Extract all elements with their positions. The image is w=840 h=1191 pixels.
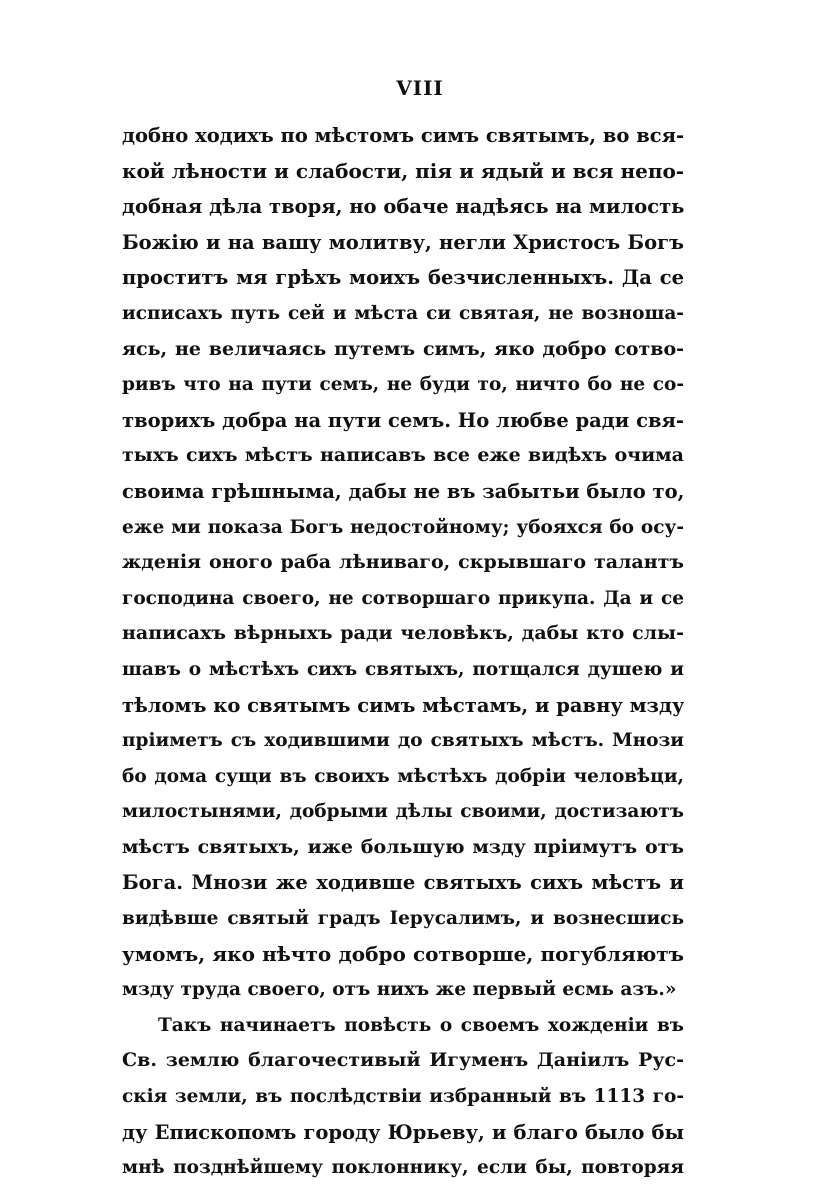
- text-line: творихъ добра на пути семъ. Но любве ради свя-: [122, 408, 684, 432]
- text-line: добно ходихъ по мѣстомъ симъ святымъ, во вся-: [122, 124, 684, 147]
- text-line: кой лѣности и слабости, пія и ядый и вся непо-: [122, 158, 684, 183]
- text-line: скія земли, въ послѣдствіи избранный въ 1113 го-: [122, 1086, 684, 1108]
- text-line: бо дома сущи въ своихъ мѣстѣхъ добріи человѣци,: [122, 765, 684, 787]
- text-line: шавъ о мѣстѣхъ сихъ святыхъ, потщался душею и: [122, 658, 684, 680]
- text-line: жденія оного раба лѣниваго, скрывшаго талантъ: [122, 551, 684, 574]
- text-line: добная дѣла творя, но обаче надѣясь на милость: [122, 195, 684, 219]
- text-line: тыхъ сихъ мѣстъ написавъ все еже видѣхъ очима: [122, 444, 684, 467]
- text-line: Св. землю благочестивый Игуменъ Даніилъ Рус-: [122, 1049, 684, 1072]
- text-line: милостынями, добрыми дѣлы своими, достизаютъ: [122, 801, 684, 823]
- text-line: господина своего, не сотворшаго прикупа. Да и се: [122, 587, 684, 609]
- paragraph: [122, 1008, 684, 1186]
- text-line: ясь, не величаясь путемъ симъ, яко добро сотво-: [122, 337, 684, 360]
- text-line: Такъ начинаетъ повѣсть о своемъ хожденіи въ: [158, 1014, 684, 1036]
- text-line: ду Епископомъ городу Юрьеву, и благо было бы: [122, 1120, 684, 1144]
- text-line: проститъ мя грѣхъ моихъ безчисленныхъ. Да се: [122, 266, 684, 290]
- body-text: [122, 118, 684, 1186]
- text-line: еже ми показа Богъ недостойному; убояхся бо осу-: [122, 516, 684, 538]
- text-line: пріиметъ съ ходившими до святыхъ мѣстъ. Мнози: [122, 730, 684, 752]
- text-line: мѣстъ святыхъ, иже большую мзду пріимутъ отъ: [122, 835, 684, 858]
- text-line: тѣломъ ко святымъ симъ мѣстамъ, и равну мзду: [122, 693, 684, 717]
- text-line: умомъ, яко нѣчто добро сотворше, погубляютъ: [122, 941, 684, 966]
- text-line: ривъ что на пути семъ, не буди то, ничто бо не со-: [122, 374, 684, 396]
- text-line: мзду труда своего, отъ нихъ же первый есмь азъ.»: [122, 979, 677, 1001]
- text-line: Бога. Мнози же ходивше святыхъ сихъ мѣстъ и: [122, 871, 684, 895]
- text-line: своима грѣшныма, дабы не въ забытьи было то,: [122, 479, 684, 503]
- page-number: VIII: [396, 76, 444, 100]
- text-line: мнѣ позднѣйшему поклоннику, если бы, повторяя: [122, 1157, 684, 1179]
- text-line: исписахъ путь сей и мѣста си святая, не возноша-: [122, 302, 684, 324]
- text-line: написахъ вѣрныхъ ради человѣкъ, дабы кто слы-: [122, 622, 684, 645]
- paragraph: [122, 118, 684, 1008]
- text-line: Божію и на вашу молитву, негли Христосъ Богъ: [122, 230, 684, 254]
- text-line: видѣвше святый градъ Іерусалимъ, и вознесшись: [122, 908, 684, 930]
